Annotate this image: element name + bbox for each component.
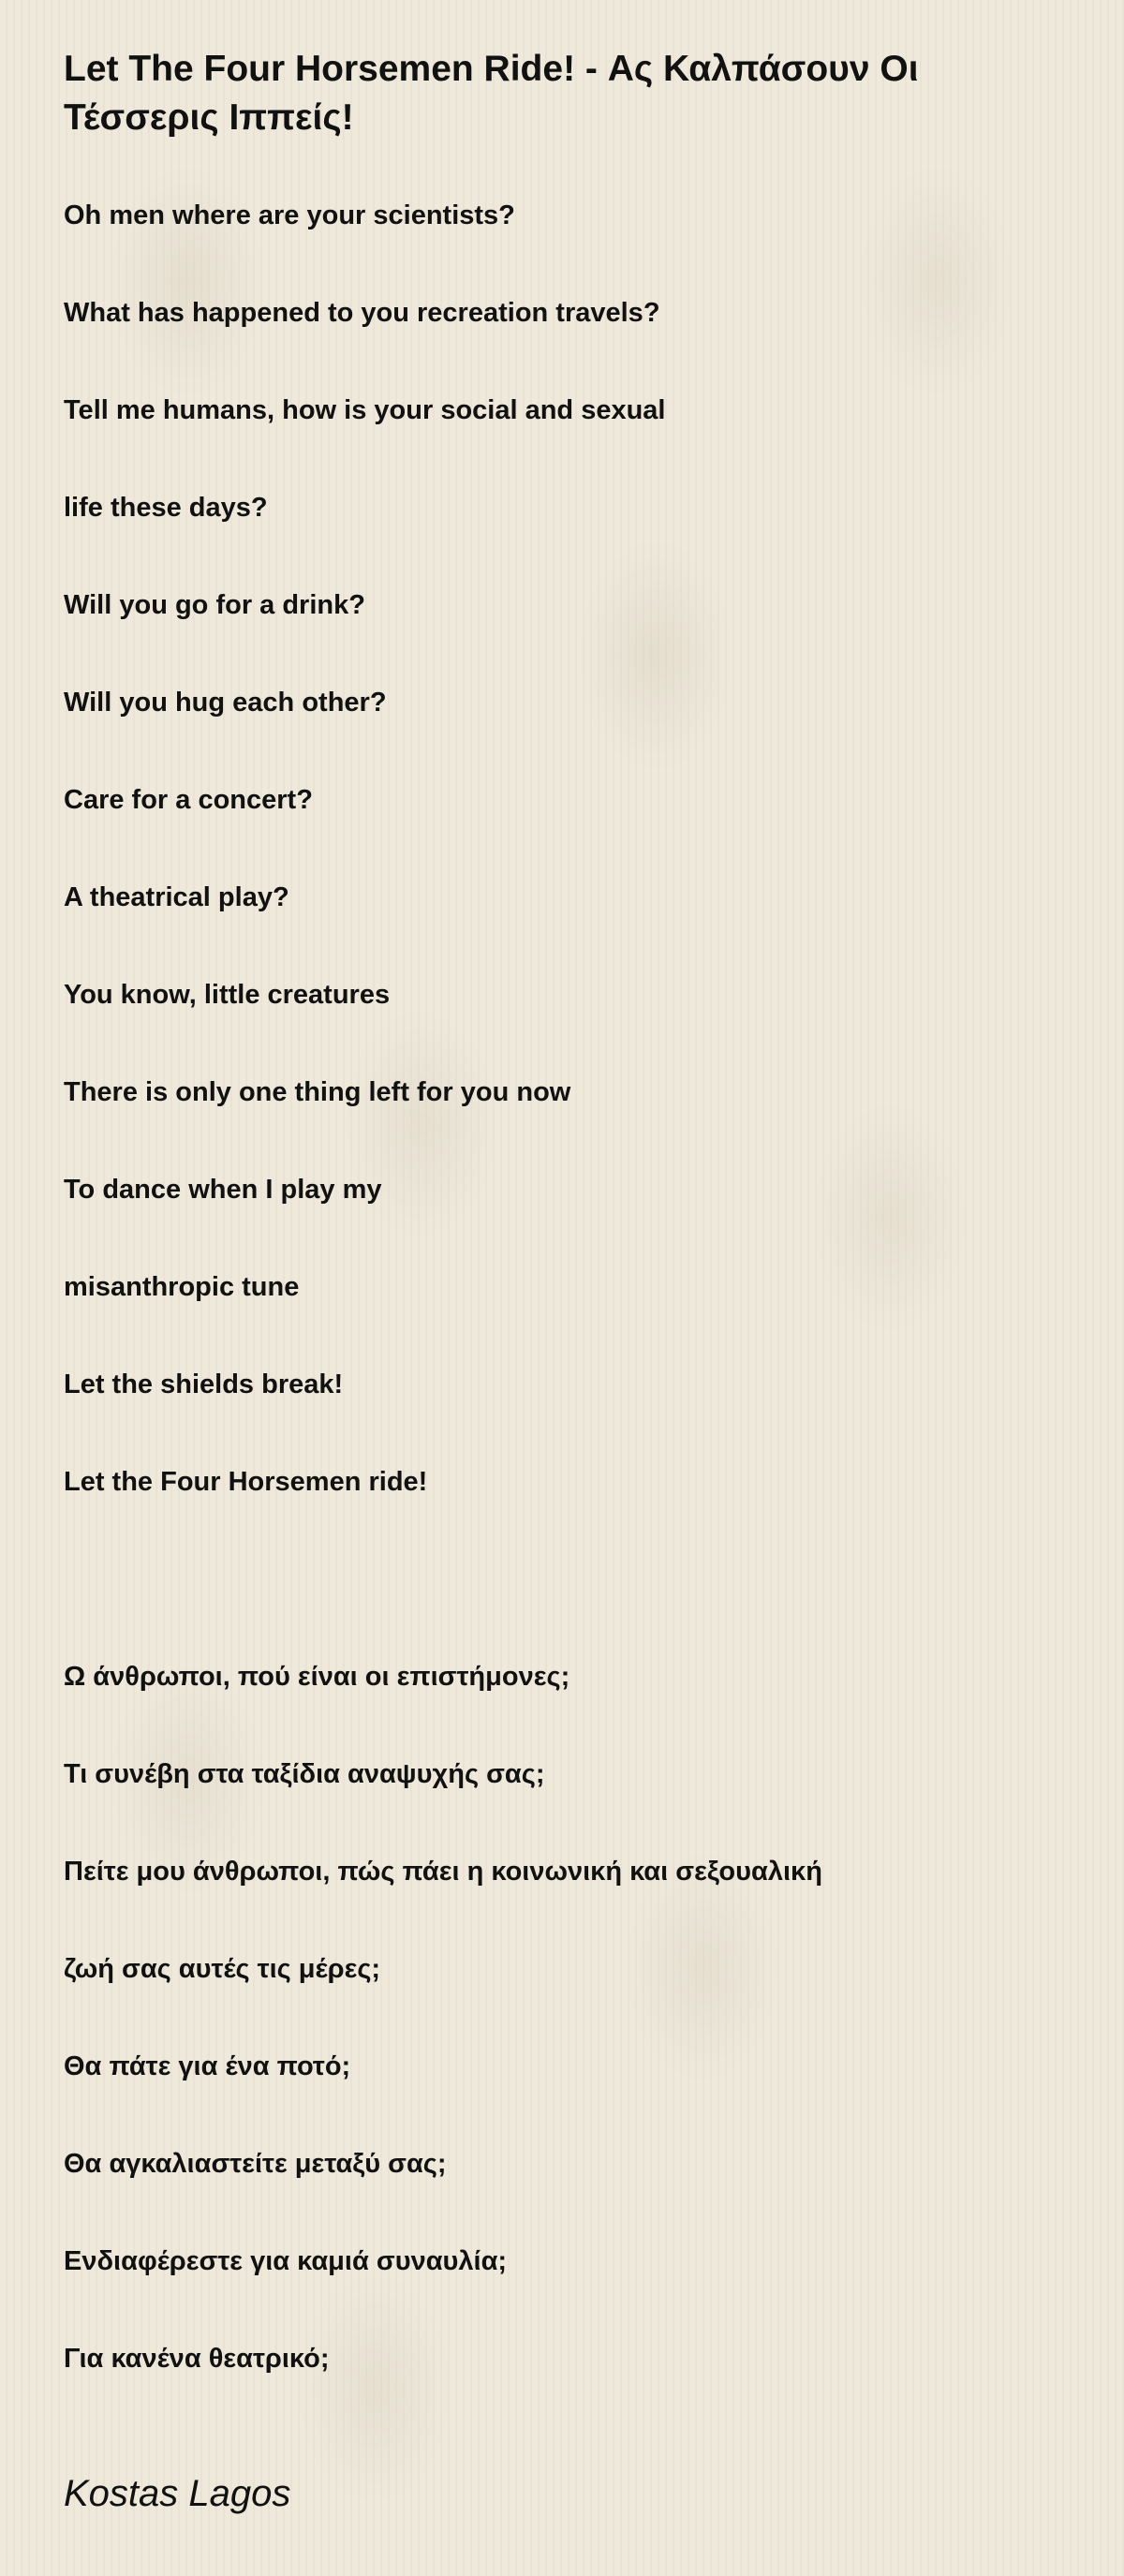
poem-line: Τι συνέβη στα ταξίδια αναψυχής σας; xyxy=(64,1759,545,1789)
poem-line: Θα αγκαλιαστείτε μεταξύ σας; xyxy=(64,2149,447,2179)
poem-line: Let the shields break! xyxy=(64,1369,344,1399)
poem-page xyxy=(64,45,1057,2407)
poem-line: Will you go for a drink? xyxy=(64,590,365,620)
poem-line: What has happened to you recreation travels? xyxy=(64,298,660,328)
poem-line: Για κανένα θεατρικό; xyxy=(64,2344,330,2374)
poem-line: Let the Four Horsemen ride! xyxy=(64,1467,428,1497)
poem-line: To dance when I play my xyxy=(64,1175,382,1205)
poem-title: Let The Four Horsemen Ride! - Ας Καλπάσουν Οι Τέσσερις Ιππείς! xyxy=(64,49,919,138)
poem-line: Oh men where are your scientists? xyxy=(64,200,515,230)
poem-line: You know, little creatures xyxy=(64,980,391,1010)
poem-line: A theatrical play? xyxy=(64,882,289,912)
poem-line: Ενδιαφέρεστε για καμιά συναυλία; xyxy=(64,2246,508,2276)
poem-line: There is only one thing left for you now xyxy=(64,1077,571,1107)
poem-line: Care for a concert? xyxy=(64,785,313,815)
poem-line: Θα πάτε για ένα ποτό; xyxy=(64,2051,351,2081)
poem-line: Πείτε μου άνθρωποι, πώς πάει η κοινωνική και σεξουαλική xyxy=(64,1857,822,1887)
poem-author: Kostas Lagos xyxy=(64,2473,291,2514)
poem-line: life these days? xyxy=(64,493,268,523)
poem-stanza-break xyxy=(64,1531,1057,1628)
poem-line: Ω άνθρωποι, πού είναι οι επιστήμονες; xyxy=(64,1662,570,1692)
poem-line: misanthropic tune xyxy=(64,1272,300,1302)
poem-line: Will you hug each other? xyxy=(64,688,387,718)
poem-line: Tell me humans, how is your social and sexual xyxy=(64,395,666,425)
poem-body xyxy=(64,167,1057,2407)
poem-line: ζωή σας αυτές τις μέρες; xyxy=(64,1954,381,1984)
